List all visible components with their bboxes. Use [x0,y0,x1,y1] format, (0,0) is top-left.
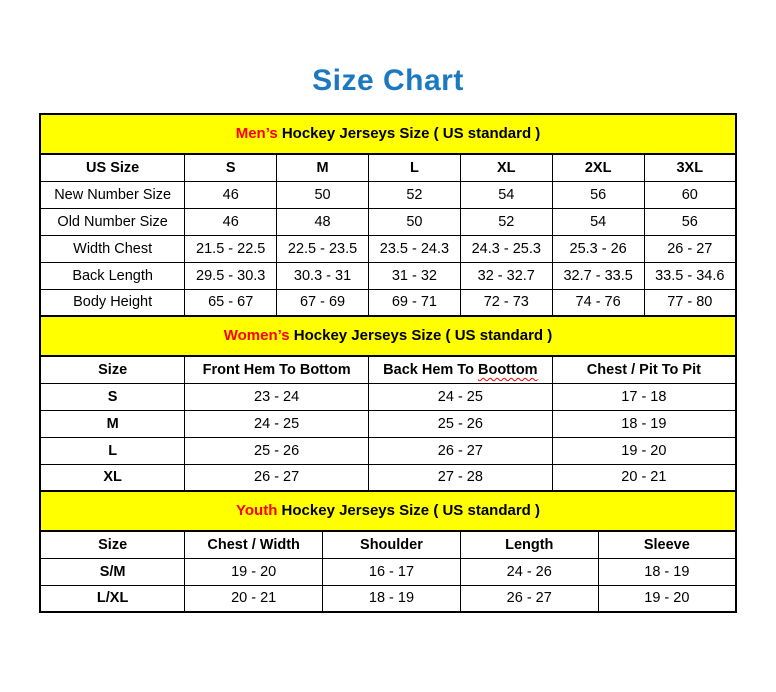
row-label: L/XL [40,585,185,612]
youth-band-highlight: Youth [236,502,278,519]
column-header: S [185,154,277,181]
column-header: Size [40,531,185,558]
column-header [369,356,553,383]
womens-size-table [39,355,737,492]
column-header: US Size [40,154,185,181]
cell-value: 54 [460,181,552,208]
mens-size-table [39,153,737,317]
table-row [40,464,736,491]
cell-value: 22.5 - 23.5 [277,235,369,262]
cell-value: 26 - 27 [460,585,598,612]
cell-value: 67 - 69 [277,289,369,316]
table-row [40,289,736,316]
mens-band-text: Hockey Jerseys Size ( US standard ) [277,125,541,142]
cell-value: 56 [552,181,644,208]
cell-value: 19 - 20 [185,558,323,585]
column-header: Chest / Width [185,531,323,558]
row-label: S [40,383,185,410]
column-header: L [368,154,460,181]
table-row [40,235,736,262]
cell-value: 18 - 19 [323,585,461,612]
cell-value: 54 [552,208,644,235]
table-row [40,208,736,235]
table-row [40,383,736,410]
cell-value: 18 - 19 [598,558,736,585]
cell-value: 31 - 32 [368,262,460,289]
misspelled-word: Boottom [477,361,538,378]
table-row [40,262,736,289]
youth-size-table [39,530,737,613]
table-row [40,558,736,585]
cell-value: 77 - 80 [644,289,736,316]
mens-band-highlight: Men’s [235,125,278,142]
cell-value: 46 [185,181,277,208]
column-header: Size [40,356,185,383]
cell-value: 19 - 20 [552,437,736,464]
cell-value: 32.7 - 33.5 [552,262,644,289]
column-header: XL [460,154,552,181]
row-label: Back Length [40,262,185,289]
cell-value: 25.3 - 26 [552,235,644,262]
table-row [40,585,736,612]
cell-value: 46 [185,208,277,235]
cell-value: 30.3 - 31 [277,262,369,289]
cell-value: 19 - 20 [598,585,736,612]
cell-value: 25 - 26 [369,410,553,437]
mens-section-band [39,113,737,155]
cell-value: 50 [277,181,369,208]
youth-header-row [40,531,736,558]
cell-value: 18 - 19 [552,410,736,437]
cell-value: 60 [644,181,736,208]
cell-value: 56 [644,208,736,235]
youth-band-text: Hockey Jerseys Size ( US standard ) [277,502,540,519]
row-label: XL [40,464,185,491]
cell-value: 23 - 24 [185,383,369,410]
cell-value: 29.5 - 30.3 [185,262,277,289]
column-header: Length [460,531,598,558]
cell-value: 24.3 - 25.3 [460,235,552,262]
cell-value: 24 - 25 [369,383,553,410]
column-header: 3XL [644,154,736,181]
womens-band-text: Hockey Jerseys Size ( US standard ) [289,327,553,344]
cell-value: 52 [368,181,460,208]
page-title: Size Chart [312,64,464,97]
cell-value: 26 - 27 [644,235,736,262]
cell-value: 72 - 73 [460,289,552,316]
cell-value: 48 [277,208,369,235]
cell-value: 26 - 27 [369,437,553,464]
row-label: Body Height [40,289,185,316]
column-header: Sleeve [598,531,736,558]
column-header: M [277,154,369,181]
table-row [40,181,736,208]
row-label: S/M [40,558,185,585]
cell-value: 26 - 27 [185,464,369,491]
table-row [40,410,736,437]
row-label: Old Number Size [40,208,185,235]
cell-value: 52 [460,208,552,235]
row-label: L [40,437,185,464]
cell-value: 24 - 26 [460,558,598,585]
cell-value: 20 - 21 [552,464,736,491]
womens-header-row [40,356,736,383]
cell-value: 24 - 25 [185,410,369,437]
table-row [40,437,736,464]
size-chart [39,113,737,613]
cell-value: 74 - 76 [552,289,644,316]
column-header: Shoulder [323,531,461,558]
column-header: Front Hem To Bottom [185,356,369,383]
cell-value: 65 - 67 [185,289,277,316]
cell-value: 17 - 18 [552,383,736,410]
row-label: Width Chest [40,235,185,262]
row-label: M [40,410,185,437]
cell-value: 27 - 28 [369,464,553,491]
column-header-text: Back Hem To [383,361,478,378]
cell-value: 50 [368,208,460,235]
cell-value: 32 - 32.7 [460,262,552,289]
youth-section-band [39,490,737,532]
womens-section-band [39,315,737,357]
mens-header-row [40,154,736,181]
cell-value: 16 - 17 [323,558,461,585]
cell-value: 33.5 - 34.6 [644,262,736,289]
cell-value: 21.5 - 22.5 [185,235,277,262]
cell-value: 25 - 26 [185,437,369,464]
column-header: 2XL [552,154,644,181]
column-header: Chest / Pit To Pit [552,356,736,383]
cell-value: 20 - 21 [185,585,323,612]
cell-value: 23.5 - 24.3 [368,235,460,262]
womens-band-highlight: Women’s [223,327,290,344]
row-label: New Number Size [40,181,185,208]
cell-value: 69 - 71 [368,289,460,316]
